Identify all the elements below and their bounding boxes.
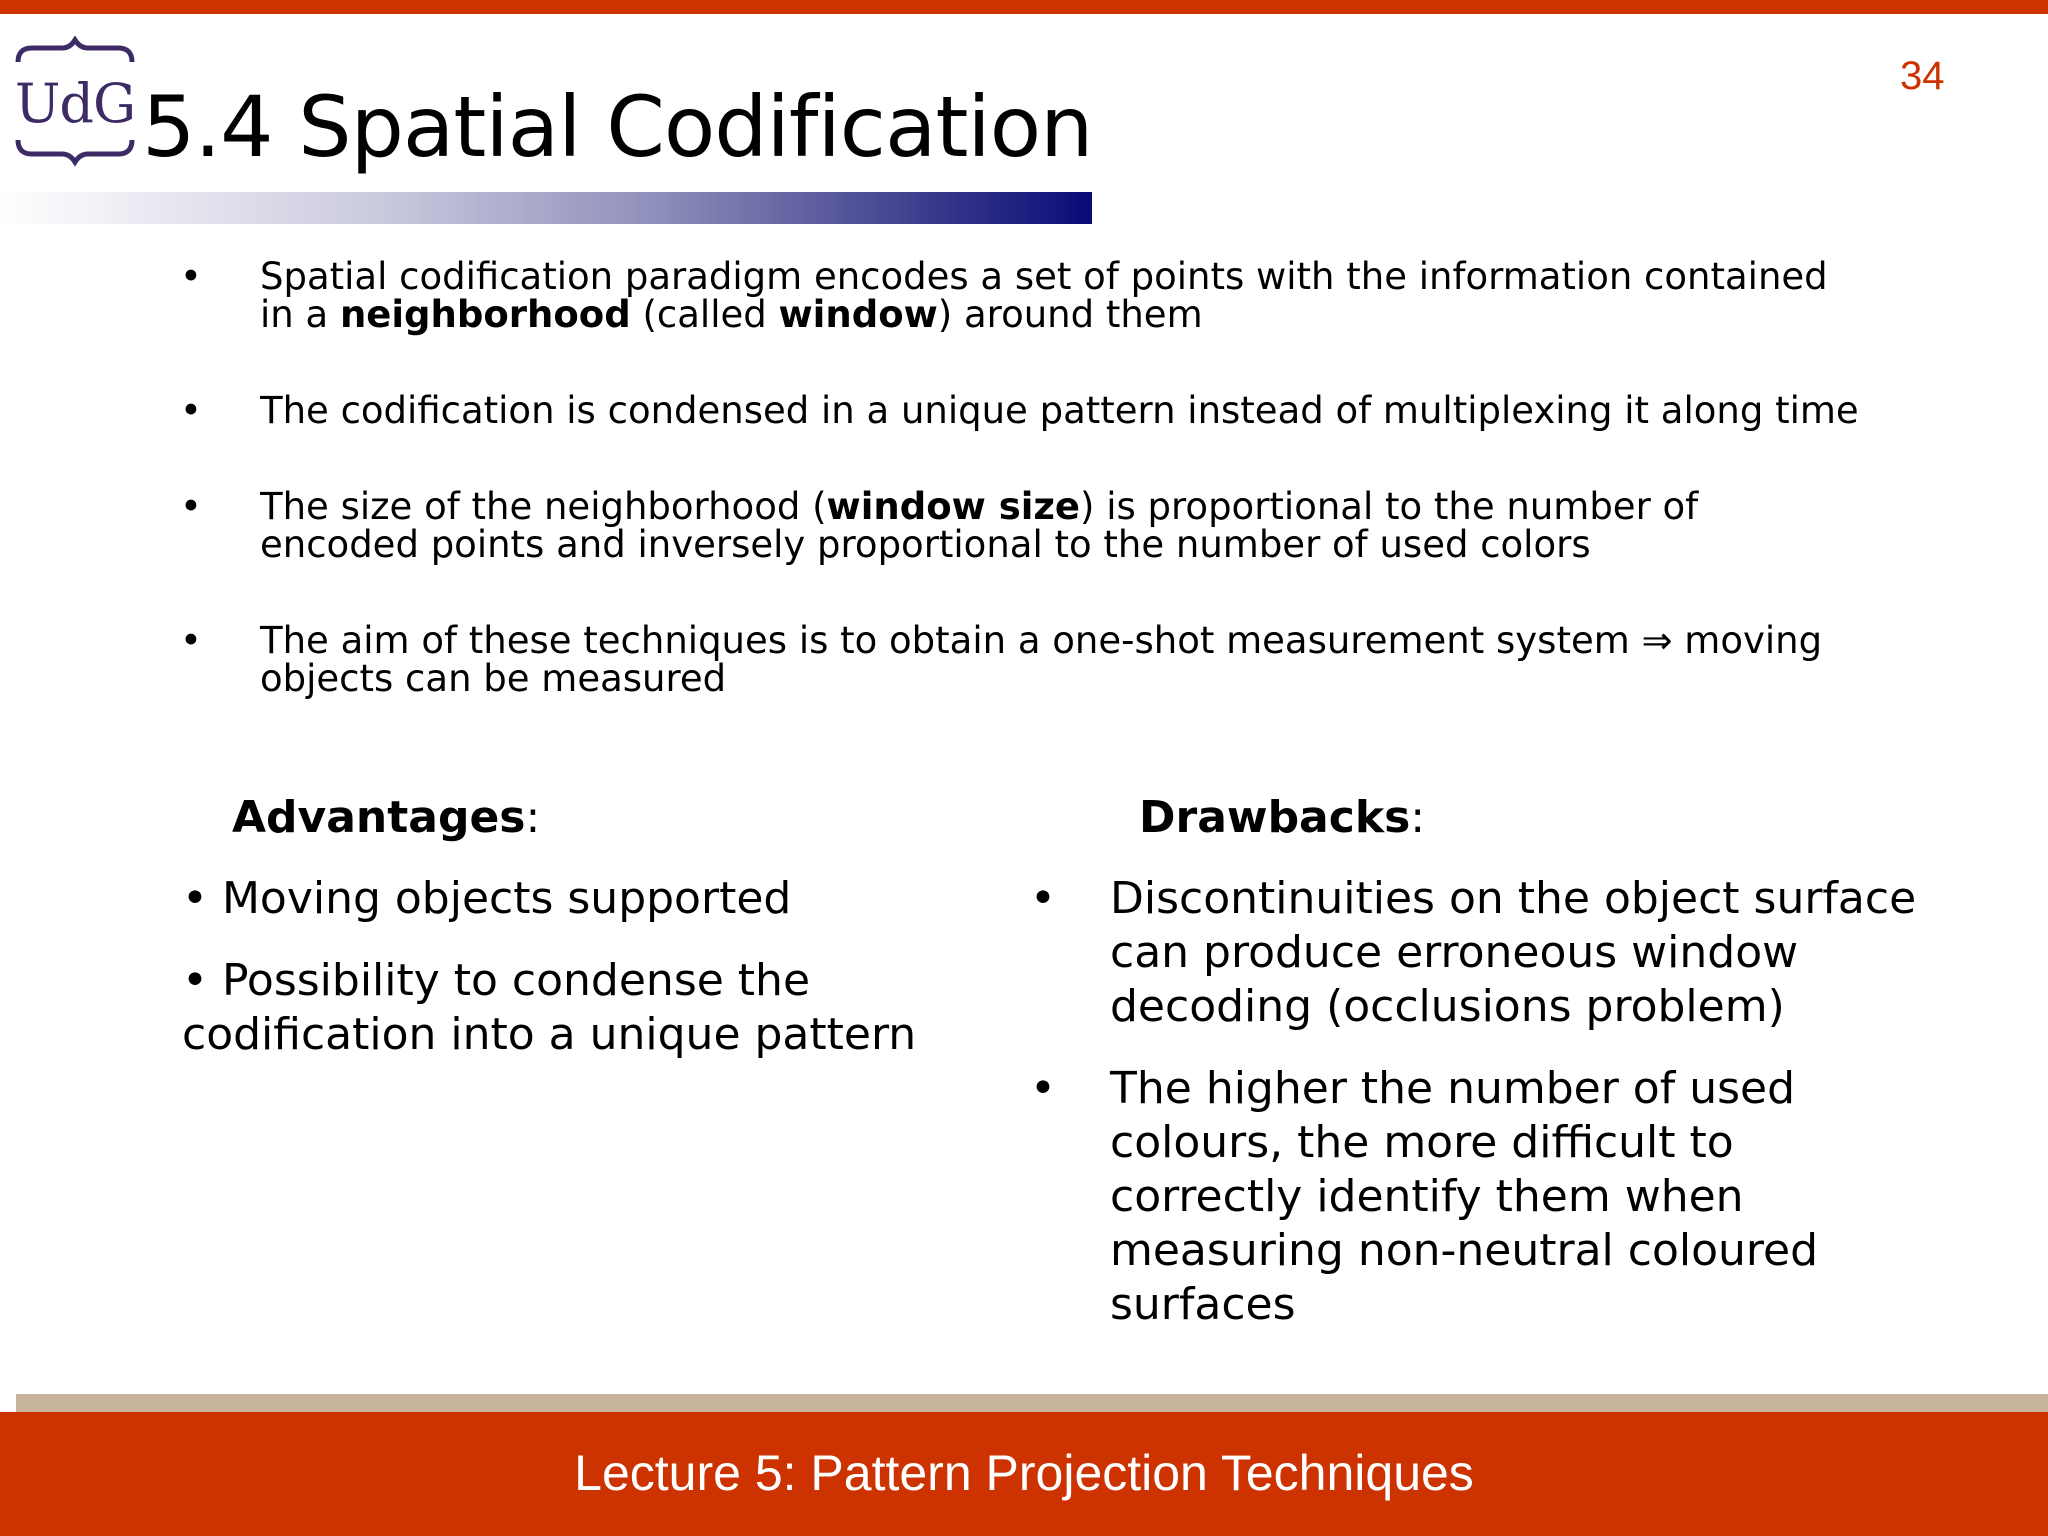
footer-lecture-title: Lecture 5: Pattern Projection Techniques <box>574 1445 1474 1501</box>
drawbacks-list <box>1030 872 1930 1360</box>
drawback-item: • The higher the number of used colours, the more difficult to correctly identify them when measuring non-neutral coloured surfaces <box>1030 1063 1819 1330</box>
main-bullet-list <box>180 255 1860 700</box>
logo-text: UdG <box>14 72 136 135</box>
slide-title: 5.4 Spatial Codification <box>142 78 1093 176</box>
bullet-dot: • <box>1030 873 1056 924</box>
top-accent-bar <box>0 0 2048 14</box>
bullet-item: • The size of the neighborhood (window size) is proportional to the number of encoded points and inversely proportional to the number of used colors <box>180 485 1699 566</box>
drawbacks-heading: Drawbacks: <box>1139 792 1426 843</box>
bullet-dot: • <box>180 619 202 662</box>
bullet-dot: • <box>180 389 202 432</box>
title-gradient-bar <box>0 192 1092 224</box>
bullet-item: • The aim of these techniques is to obtain a one-shot measurement system ⇒ moving objects can be measured <box>180 619 1823 700</box>
udg-logo <box>10 36 136 176</box>
bullet-dot: • <box>180 485 202 528</box>
drawback-item: • Discontinuities on the object surface can produce erroneous window decoding (occlusions problem) <box>1030 873 1917 1032</box>
bullet-dot: • <box>180 255 202 298</box>
advantage-item: • Moving objects supported <box>182 873 792 924</box>
advantages-heading: Advantages: <box>232 792 541 843</box>
page-number: 34 <box>1900 54 1945 98</box>
bullet-dot: • <box>1030 1063 1056 1114</box>
footer-divider <box>16 1394 2048 1412</box>
advantage-item: • Possibility to condense the codification into a unique pattern <box>182 955 917 1060</box>
bullet-item: • The codification is condensed in a unique pattern instead of multiplexing it along time <box>180 389 1859 432</box>
bullet-item: • Spatial codification paradigm encodes a set of points with the information contained in a neighborhood (called window) around them <box>180 255 1828 336</box>
advantages-list <box>182 872 1002 1090</box>
